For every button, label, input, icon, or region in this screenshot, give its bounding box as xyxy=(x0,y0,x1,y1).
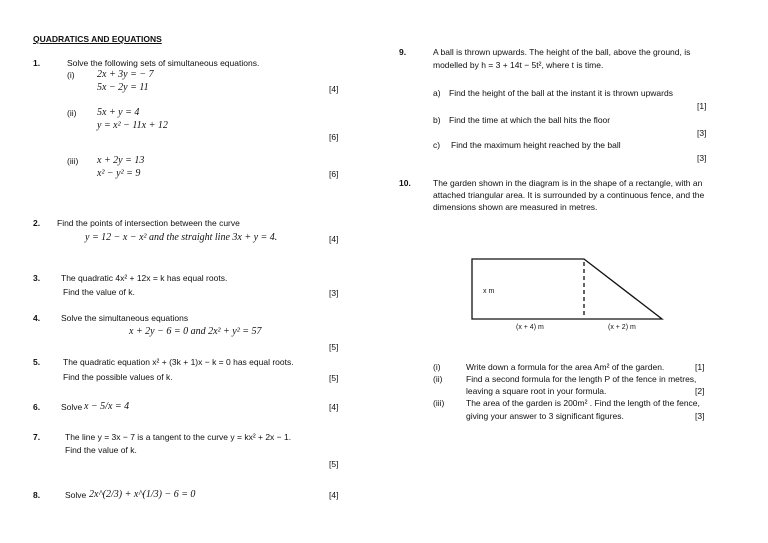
question-1ii-label: (ii) xyxy=(67,108,77,118)
question-9-line2: modelled by h = 3 + 14t − 5t², where t is time. xyxy=(433,60,604,70)
question-2-line1: Find the points of intersection between the curve xyxy=(57,218,240,228)
question-3-number: 3. xyxy=(33,273,41,283)
question-7-line2: Find the value of k. xyxy=(65,445,137,455)
question-8-marks: [4] xyxy=(329,490,339,500)
question-9c-label: c) xyxy=(433,140,441,150)
question-4-number: 4. xyxy=(33,313,41,323)
question-6-marks: [4] xyxy=(329,402,339,412)
question-6-prefix: Solve xyxy=(61,402,83,412)
question-5-marks: [5] xyxy=(329,373,339,383)
question-1i-marks: [4] xyxy=(329,84,339,94)
question-10iii-text2: giving your answer to 3 significant figures. xyxy=(466,411,624,421)
question-1iii-eq1: x + 2y = 13 xyxy=(97,155,145,166)
question-10iii-text: The area of the garden is 200m² . Find the length of the fence, xyxy=(466,398,700,408)
question-7-marks: [5] xyxy=(329,459,339,469)
question-9-line1: A ball is thrown upwards. The height of the ball, above the ground, is xyxy=(433,47,691,57)
question-10ii-text2: leaving a square root in your formula. xyxy=(466,386,607,396)
question-4-line2: x + 2y − 6 = 0 and 2x² + y² = 57 xyxy=(129,326,262,337)
question-10i-label: (i) xyxy=(433,362,441,372)
question-2-marks: [4] xyxy=(329,234,339,244)
question-9b-text: Find the time at which the ball hits the floor xyxy=(449,115,611,125)
question-2-line2: y = 12 − x − x² and the straight line 3x + y = 4. xyxy=(85,232,278,243)
question-1-text: Solve the following sets of simultaneous equations. xyxy=(67,58,260,68)
question-1iii-marks: [6] xyxy=(329,169,339,179)
question-3-marks: [3] xyxy=(329,288,339,298)
question-5-line1: The quadratic equation x² + (3k + 1)x − k = 0 has equal roots. xyxy=(63,357,294,367)
question-10ii-marks: [2] xyxy=(695,386,705,396)
question-3-line2: Find the value of k. xyxy=(63,287,135,297)
question-9b-label: b) xyxy=(433,115,441,125)
question-1-number: 1. xyxy=(33,58,41,68)
question-1i-label: (i) xyxy=(67,70,75,80)
question-9b-marks: [3] xyxy=(697,128,707,138)
question-1ii-marks: [6] xyxy=(329,132,339,142)
question-10iii-label: (iii) xyxy=(433,398,445,408)
question-6-expression: x − 5/x = 4 xyxy=(84,401,130,412)
question-3-line1: The quadratic 4x² + 12x = k has equal roots. xyxy=(61,273,228,283)
question-1iii-label: (iii) xyxy=(67,156,79,166)
question-10ii-label: (ii) xyxy=(433,374,443,384)
question-8-prefix: Solve xyxy=(65,490,87,500)
question-1ii-eq2: y = x² − 11x + 12 xyxy=(97,120,168,131)
question-6-number: 6. xyxy=(33,402,41,412)
question-10ii-text: Find a second formula for the length P of the fence in metres, xyxy=(466,374,697,384)
garden-outline xyxy=(472,259,662,319)
question-10i-text: Write down a formula for the area Am² of the garden. xyxy=(466,362,665,372)
question-9a-text: Find the height of the ball at the instant it is thrown upwards xyxy=(449,88,673,98)
question-5-number: 5. xyxy=(33,357,41,367)
question-9a-label: a) xyxy=(433,88,441,98)
question-10iii-marks: [3] xyxy=(695,411,705,421)
question-8-expression: 2x^(2/3) + x^(1/3) − 6 = 0 xyxy=(89,489,196,500)
question-5-line2: Find the possible values of k. xyxy=(63,372,173,382)
question-7-line1: The line y = 3x − 7 is a tangent to the curve y = kx² + 2x − 1. xyxy=(65,432,292,442)
question-9c-text: Find the maximum height reached by the ball xyxy=(451,140,621,150)
question-1i-eq2: 5x − 2y = 11 xyxy=(97,82,149,93)
question-1i-eq1: 2x + 3y = − 7 xyxy=(97,69,154,80)
question-9c-marks: [3] xyxy=(697,153,707,163)
page-title: QUADRATICS AND EQUATIONS xyxy=(33,34,162,44)
question-8-number: 8. xyxy=(33,490,41,500)
question-10-line2: attached triangular area. It is surrounded by a continuous fence, and the xyxy=(433,190,705,200)
question-4-marks: [5] xyxy=(329,342,339,352)
question-4-line1: Solve the simultaneous equations xyxy=(61,313,189,323)
question-10-line3: dimensions shown are measured in metres. xyxy=(433,202,598,212)
diagram-base-right-label: (x + 2) m xyxy=(608,324,636,331)
diagram-base-left-label: (x + 4) m xyxy=(516,324,544,331)
question-10i-marks: [1] xyxy=(695,362,705,372)
question-2-number: 2. xyxy=(33,218,41,228)
diagram-height-label: x m xyxy=(483,288,495,295)
question-10-line1: The garden shown in the diagram is in the shape of a rectangle, with an xyxy=(433,178,703,188)
question-1ii-eq1: 5x + y = 4 xyxy=(97,107,140,118)
question-1iii-eq2: x² − y² = 9 xyxy=(97,168,141,179)
question-10-number: 10. xyxy=(399,178,411,188)
question-7-number: 7. xyxy=(33,432,41,442)
question-9a-marks: [1] xyxy=(697,101,707,111)
question-9-number: 9. xyxy=(399,47,407,57)
